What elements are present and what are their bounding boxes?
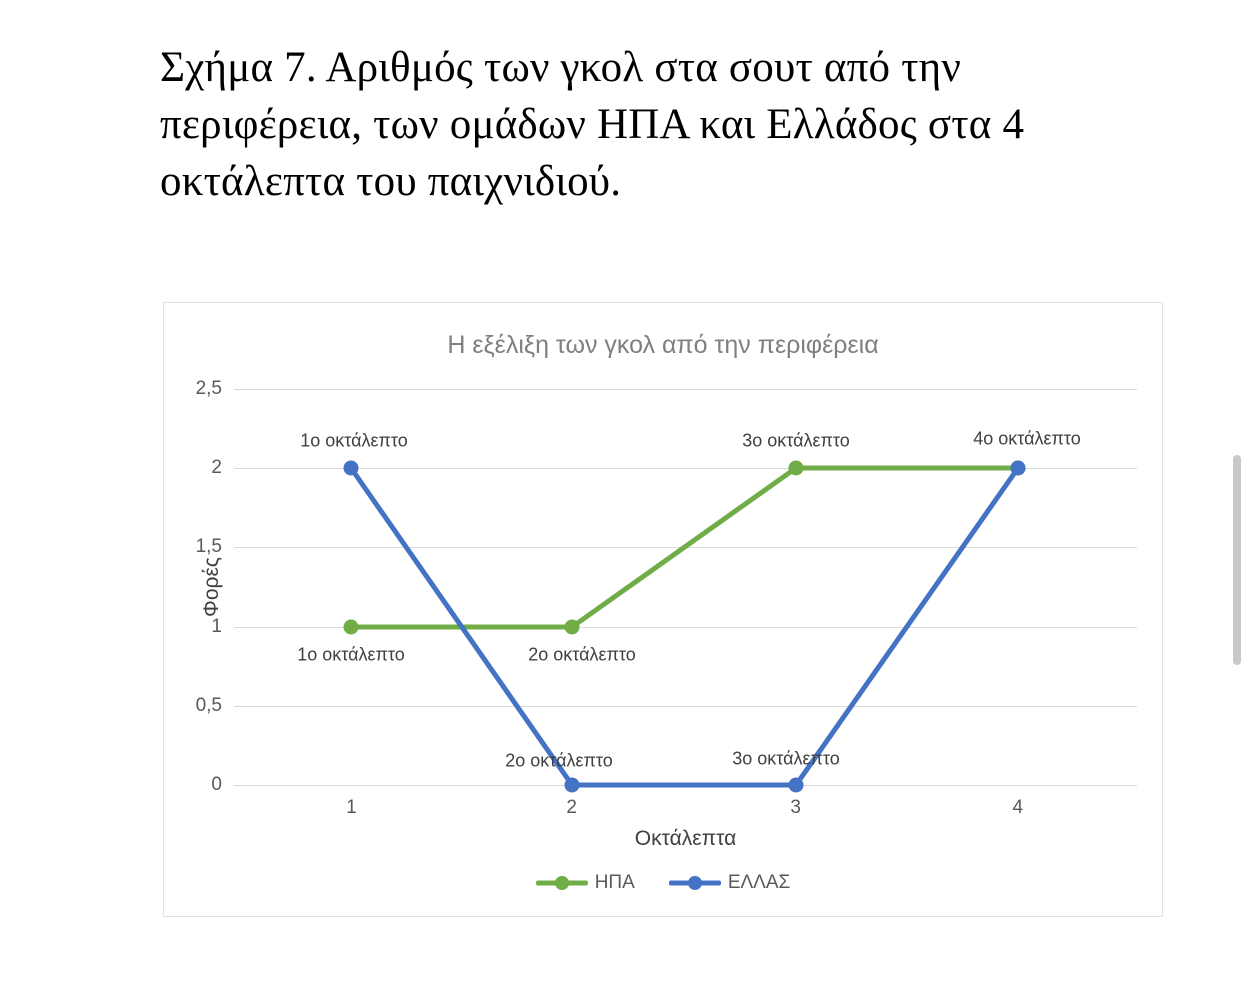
data-label-greece-2: 2ο οκτάλεπτο bbox=[505, 750, 613, 771]
y-tick-label: 2,5 bbox=[195, 378, 222, 399]
y-tick-label: 2 bbox=[211, 457, 222, 478]
y-axis-title: Φορές bbox=[199, 557, 223, 617]
data-point-usa bbox=[565, 620, 580, 635]
y-tick-label: 0 bbox=[211, 774, 222, 795]
chart-container bbox=[163, 302, 1163, 917]
page-scrollbar-thumb[interactable] bbox=[1233, 455, 1241, 665]
data-point-usa bbox=[344, 620, 359, 635]
legend-marker-usa bbox=[536, 876, 588, 890]
y-tick-label: 1,5 bbox=[195, 536, 222, 557]
x-tick-label: 3 bbox=[790, 797, 801, 818]
data-label-greece-1: 1ο οκτάλεπτο bbox=[300, 430, 408, 451]
legend-label-usa: ΗΠΑ bbox=[594, 872, 635, 893]
data-label-usa-4: 4ο οκτάλεπτο bbox=[973, 428, 1081, 449]
chart-title: Η εξέλιξη των γκολ από την περιφέρεια bbox=[447, 331, 879, 359]
x-tick-label: 2 bbox=[566, 797, 578, 818]
data-point-usa bbox=[789, 461, 804, 476]
legend-label-greece: ΕΛΛΑΣ bbox=[727, 872, 791, 893]
legend-marker-greece bbox=[669, 876, 721, 890]
x-axis-title: Οκτάλεπτα bbox=[634, 827, 737, 850]
data-point-greece bbox=[1011, 461, 1026, 476]
data-label-usa-1: 1ο οκτάλεπτο bbox=[297, 644, 405, 665]
data-point-greece bbox=[344, 461, 359, 476]
legend-item-usa[interactable] bbox=[536, 872, 635, 894]
x-tick-label: 1 bbox=[346, 797, 357, 818]
data-label-usa-2: 2ο οκτάλεπτο bbox=[528, 644, 636, 665]
figure-caption: Σχήμα 7. Αριθμός των γκολ στα σουτ από την περιφέρεια, των ομάδων ΗΠΑ και Ελλάδος στα 4 οκτάλεπτα του παιχνιδιού. bbox=[160, 44, 1025, 205]
chart-legend bbox=[164, 872, 1162, 894]
data-label-greece-3: 3ο οκτάλεπτο bbox=[732, 748, 840, 769]
legend-item-greece[interactable] bbox=[669, 872, 790, 894]
data-label-usa-3: 3ο οκτάλεπτο bbox=[742, 430, 850, 451]
y-tick-label: 0,5 bbox=[195, 695, 222, 716]
data-point-greece bbox=[789, 778, 804, 793]
x-tick-label: 4 bbox=[1012, 797, 1024, 818]
page-scrollbar[interactable] bbox=[1232, 0, 1242, 983]
series-line-usa bbox=[351, 468, 1018, 627]
y-tick-label: 1 bbox=[211, 616, 222, 637]
data-point-greece bbox=[565, 778, 580, 793]
plot-area bbox=[195, 378, 1137, 850]
